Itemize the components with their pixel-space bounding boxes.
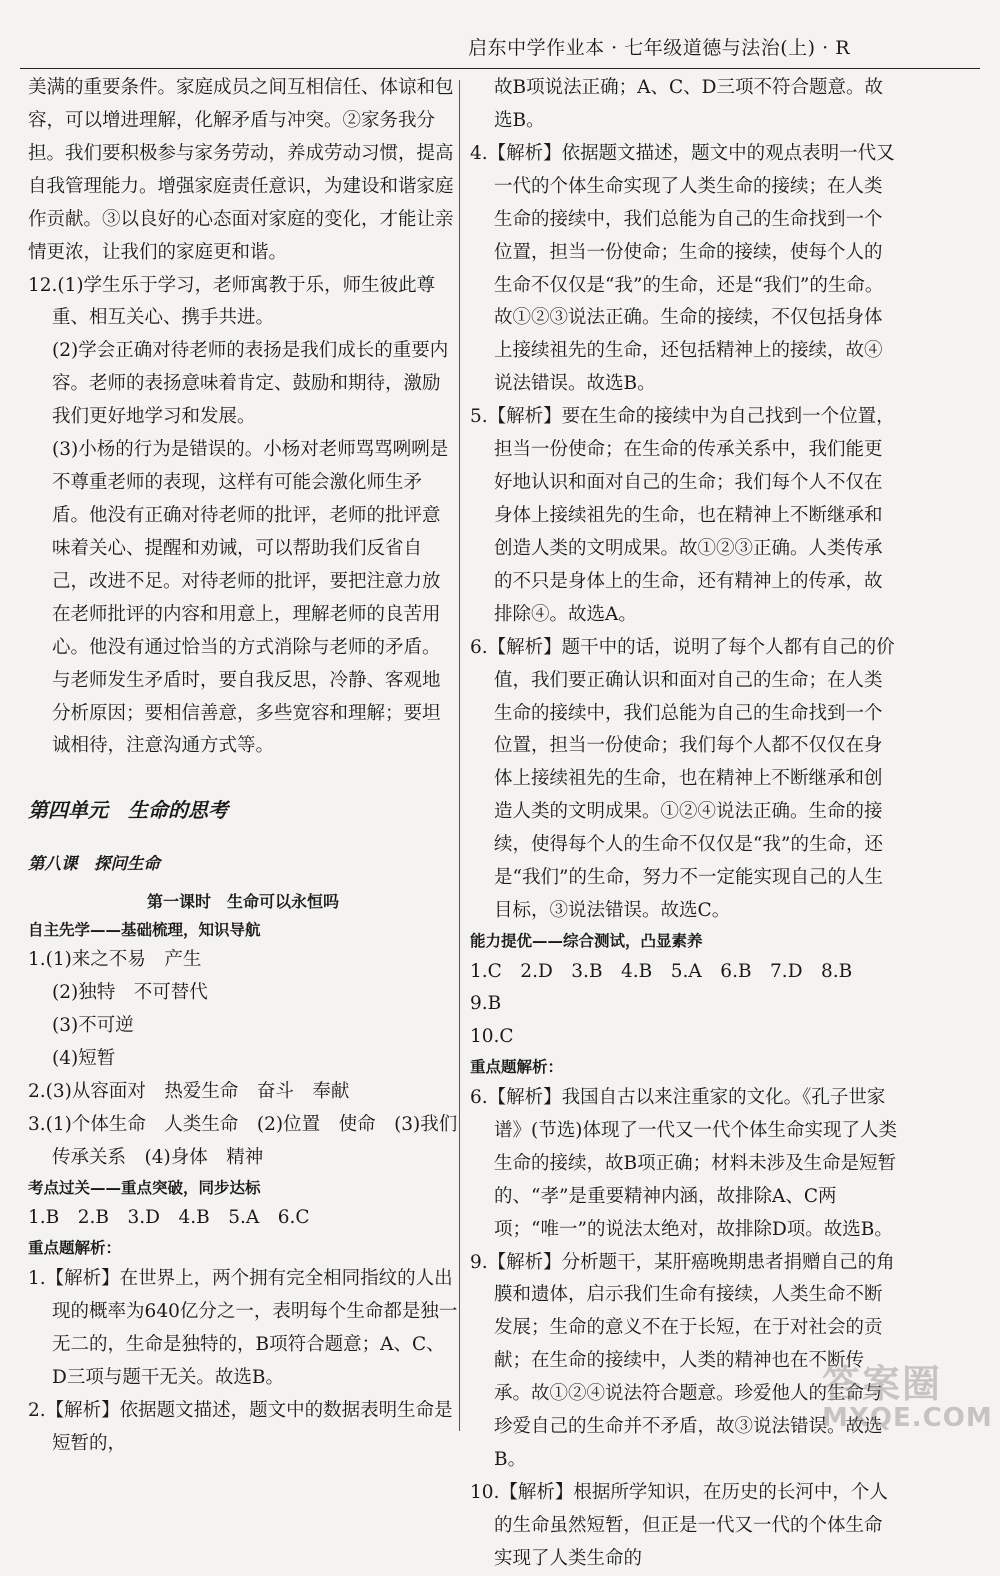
answer-1-1: 1.(1)来之不易 产生	[28, 949, 202, 971]
header-rule	[20, 68, 980, 69]
answer-3: 3.(1)个体生命 人类生命 (2)位置 使命 (3)我们 传承关系 (4)身体 精神	[28, 1113, 476, 1168]
explanation-5: 5.【解析】要在生命的接续中为自己找到一个位置，担当一份使命；在生命的传承关系中，我们能更好地认识和面对自己的生命；我们每个人不仅在身体上接续祖先的生命，也在精神上不断继承和创造人类的文明成果。故①②③正确。人类传承的不只是身体上的生命，还有精神上的传承，故排除④。故选A。	[470, 406, 895, 625]
answer-12-2: (2)学会正确对待老师的表扬是我们成长的重要内容。老师的表扬意味着肯定、鼓励和期待，激励我们更好地学习和发展。	[52, 340, 449, 428]
explanation-1: 1.【解析】在世界上，两个拥有完全相同指纹的人出现的概率为640亿分之一，表明每个生命都是独一无二的，生命是独特的，B项符合题意；A、C、D三项与题干无关。故选B。	[28, 1267, 458, 1388]
explanation-2: 2.【解析】依据题文描述，题文中的数据表明生命是短暂的，	[28, 1399, 453, 1454]
unit-title: 第四单元 生命的思考	[28, 798, 228, 823]
explanation-4: 4.【解析】依据题文描述，题文中的观点表明一代又一代的个体生命实现了人类生命的接续；在人类生命的接续中，我们总能为自己的生命找到一个位置，担当一份使命；生命的接续，使每个人的生命不仅仅是“我”的生命，还是“我们”的生命。故①②③说法正确。生命的接续，不仅包括身体上接续祖先的生命，还包括精神上的接续，故④说法错误。故选B。	[470, 142, 895, 395]
answer-2: 2.(3)从容面对 热爱生命 奋斗 奉献	[28, 1081, 350, 1103]
answer-1-3: (3)不可逆	[52, 1015, 134, 1037]
key-explanation-6: 6.【解析】我国自古以来注重家的文化。《孔子世家谱》(节选)体现了一代又一代个体生命实现了人类生命的接续，故B项正确；材料未涉及生命是短暂的、“孝”是重要精神内涵，故排除A、C两项；“唯一”的说法太绝对，故排除D项。故选B。	[470, 1086, 897, 1240]
key-analysis-label: 重点题解析：	[470, 1058, 564, 1077]
right-column	[470, 72, 900, 1576]
answer-key-line-2: 10.C	[470, 1026, 514, 1048]
answer-12-3: (3)小杨的行为是错误的。小杨对老师骂骂咧咧是不尊重老师的表现，这样有可能会激化师生矛盾。他没有正确对待老师的批评，老师的批评意味着关心、提醒和劝诫，可以帮助我们反省自己，改进不足。对待老师的批评，要把注意力放在老师批评的内容和用意上，理解老师的良苦用心。他没有通过恰当的方式消除与老师的矛盾。与老师发生矛盾时，要自我反思，冷静、客观地分析原因；要相信善意，多些宽容和理解；要坦诚相待，注意沟通方式等。	[52, 439, 449, 757]
page-header	[20, 28, 980, 68]
answer-key-line: 1.B 2.B 3.D 4.B 5.A 6.C	[28, 1207, 310, 1229]
watermark-text: 答案圈	[822, 1362, 943, 1406]
column-divider	[459, 80, 460, 1431]
key-analysis-label: 重点题解析：	[28, 1239, 122, 1258]
header-title: 启东中学作业本 · 七年级道德与法治(上) · R	[468, 37, 850, 59]
paragraph-continued: 美满的重要条件。家庭成员之间互相信任、体谅和包容，可以增进理解，化解矛盾与冲突。②家务我分担。我们要积极参与家务劳动，养成劳动习惯，提高自我管理能力。增强家庭责任意识，为建设和谐家庭作贡献。③以良好的心态面对家庭的变化，才能让亲情更浓，让我们的家庭更和谐。	[28, 77, 454, 263]
watermark-domain: MXQE.COM	[822, 1403, 993, 1433]
watermark-logo	[822, 1362, 993, 1445]
section-heading-ability: 能力提优——综合测试，凸显素养	[470, 931, 703, 950]
explanation-6: 6.【解析】题干中的话，说明了每个人都有自己的价值，我们要正确认识和面对自己的生命；在人类生命的接续中，我们总能为自己的生命找到一个位置，担当一份使命；我们每个人都不仅仅在身体上接续祖先的生命，也在精神上不断继承和创造人类的文明成果。①②④说法正确。生命的接续，使得每个人的生命不仅仅是“我”的生命，还是“我们”的生命，努力不一定能实现自己的人生目标，③说法错误。故选C。	[470, 636, 895, 922]
explanation-continued: 故B项说法正确；A、C、D三项不符合题意。故选B。	[494, 77, 883, 131]
answer-12-1: 12.(1)学生乐于学习，老师寓教于乐，师生彼此尊重、相互关心、携手共进。	[28, 274, 436, 329]
answer-key-line-1: 1.C 2.D 3.B 4.B 5.A 6.B 7.D 8.B 9.B	[470, 960, 871, 1015]
left-column	[28, 72, 476, 1460]
section-heading-checkpoint: 考点过关——重点突破，同步达标	[28, 1178, 261, 1197]
answer-1-4: (4)短暂	[52, 1048, 116, 1070]
lesson-subtitle: 第一课时 生命可以永恒吗	[146, 892, 339, 912]
answer-1-2: (2)独特 不可替代	[52, 982, 208, 1004]
key-explanation-9: 9.【解析】分析题干，某肝癌晚期患者捐赠自己的角膜和遗体，启示我们生命有接续，人类生命不断发展；生命的意义不在于长短，在于对社会的贡献；在生命的接续中，人类的精神也在不断传承。故①②④说法符合题意。珍爱他人的生命与珍爱自己的生命并不矛盾，故③说法错误。故选B。	[470, 1251, 895, 1471]
key-explanation-10: 10.【解析】根据所学知识，在历史的长河中，个人的生命虽然短暂，但正是一代又一代的个体生命实现了人类生命的	[470, 1481, 888, 1569]
lesson-title: 第八课 探问生命	[28, 853, 160, 873]
section-heading-self-study: 自主先学——基础梳理，知识导航	[28, 920, 261, 939]
